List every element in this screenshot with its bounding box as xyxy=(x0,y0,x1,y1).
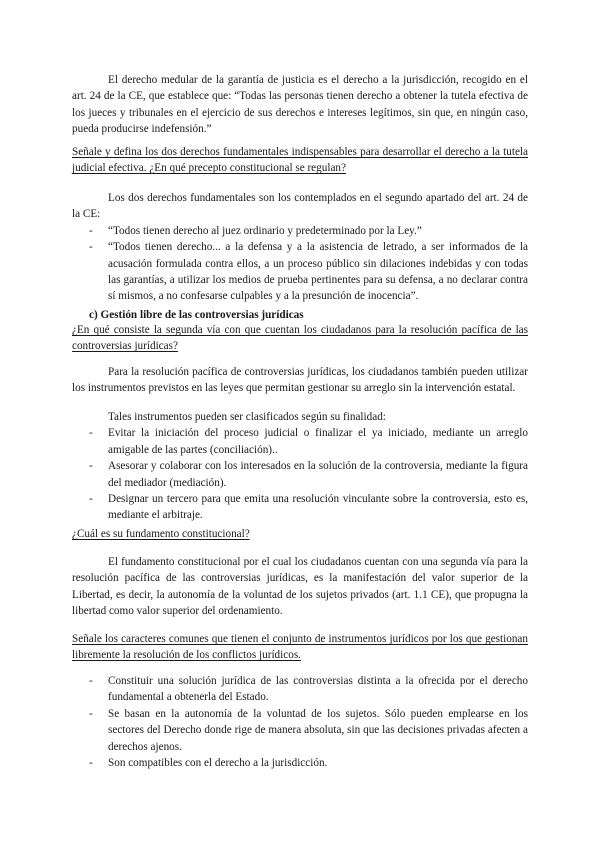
section-heading: c) Gestión libre de las controversias jurídicas xyxy=(89,309,304,321)
bullet: - xyxy=(89,493,93,506)
bullet: - xyxy=(89,241,93,254)
bullet: - xyxy=(89,707,93,720)
answer-2-paragraph: Para la resolución pacífica de controversias jurídicas, los ciudadanos también pueden utilizar los instrumentos previstos en las leyes que permitan gestionar su arreglo sin la intervención estatal. xyxy=(72,366,528,395)
answer-2-list xyxy=(72,425,528,523)
answer-2-classification xyxy=(72,409,528,524)
bullet: - xyxy=(89,427,93,440)
bullet: - xyxy=(89,675,93,687)
answer-2-list-intro: Tales instrumentos pueden ser clasificados según su finalidad: xyxy=(108,411,386,423)
list-item: - Se basan en la autonomía de la voluntad de los sujetos. Sólo pueden emplearse en los sectores del Derecho donde rige de manera absoluta, sin que las decisiones privadas afecten a derechos ajenos. xyxy=(89,707,528,753)
list-item: - “Todos tienen derecho al juez ordinario y predeterminado por la Ley.” xyxy=(72,223,528,239)
question-4: Señale los caracteres comunes que tienen el conjunto de instrumentos jurídicos por los que gestionan libremente la resolución de los conflictos jurídicos. xyxy=(72,633,528,662)
bullet: - xyxy=(89,224,93,237)
list-item: - Asesorar y colaborar con los interesados en la solución de la controversia, mediante la figura del mediador (mediación). xyxy=(89,460,528,489)
list-item: - Evitar la iniciación del proceso judicial o finalizar el ya iniciado, mediante un arreglo amigable de las partes (conciliación).. xyxy=(89,427,528,456)
answer-1-intro: Los dos derechos fundamentales son los contemplados en el segundo apartado del art. 24 de la CE: xyxy=(72,192,528,221)
answer-3: El fundamento constitucional por el cual los ciudadanos cuentan con una segunda vía para la resolución pacífica de las controversias jurídicas, es la manifestación del valor superior de la Libertad, es decir, la autonomía de la voluntad de los sujetos privados (art. 1.1 CE), que propugna la libertad como valor superior del ordenamiento. xyxy=(72,556,528,618)
question-2: ¿En qué consiste la segunda vía con que cuentan los ciudadanos para la resolución pacífica de las controversias jurídicas? xyxy=(72,324,528,353)
bullet: - xyxy=(89,757,93,770)
answer-1 xyxy=(72,190,528,305)
answer-4-list xyxy=(72,673,528,771)
answer-1-list xyxy=(72,223,528,305)
answer-2 xyxy=(72,364,528,397)
bullet: - xyxy=(89,460,93,473)
list-item: - Son compatibles con el derecho a la jurisdicción. xyxy=(72,755,528,771)
question-3: ¿Cuál es su fundamento constitucional? xyxy=(72,528,250,540)
list-item: - Designar un tercero para que emita una resolución vinculante sobre la controversia, esto es, mediante el arbitraje. xyxy=(89,493,528,522)
intro-paragraph: El derecho medular de la garantía de justicia es el derecho a la jurisdicción, recogido en el art. 24 de la CE, que establece que: “Todas las personas tienen derecho a obtener la tutela efectiva de los jueces y tribunales en el ejercicio de sus derechos e intereses legítimos, sin que, en ningún caso, pueda producirse indefensión.” xyxy=(72,74,528,136)
list-item: - “Todos tienen derecho... a la defensa y a la asistencia de letrado, a ser informados de la acusación formulada contra ellos, a un proceso público sin dilaciones indebidas y con todas las garantías, a utilizar los medios de prueba pertinentes para su defensa, a no declarar contra sí mismos, a no confesarse culpables y a la presunción de inocencia”. xyxy=(89,241,528,303)
question-1: Señale y defina los dos derechos fundamentales indispensables para desarrollar el derecho a la tutela judicial efectiva. ¿En qué precepto constitucional se regulan? xyxy=(72,146,528,175)
list-item: - Constituir una solución jurídica de las controversias distinta a la ofrecida por el derecho fundamental a obtenerla del Estado. xyxy=(89,675,528,704)
